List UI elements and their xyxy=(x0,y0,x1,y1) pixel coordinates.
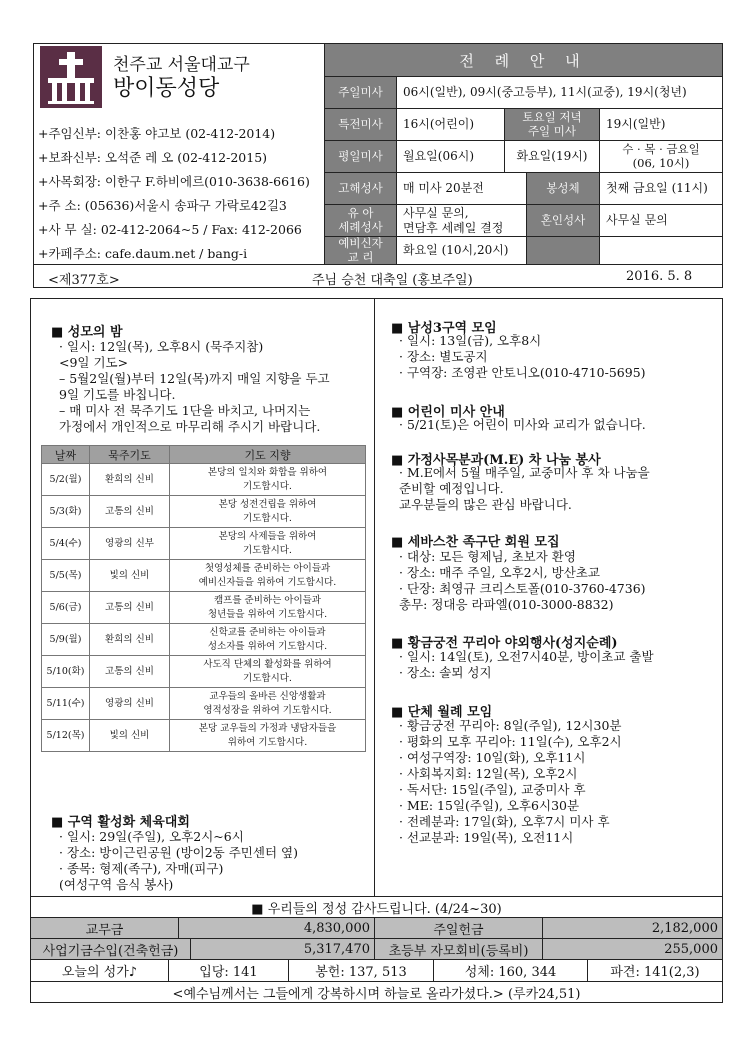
meeting-line: · 전례분과: 17일(화), 오후7시 미사 후 xyxy=(399,814,610,829)
building-fund-label: 사업기금수입(건축헌금) xyxy=(31,939,191,959)
table-row xyxy=(42,496,366,528)
row-mystery: 빛의 신비 xyxy=(90,560,170,592)
staff-office: +사 무 실: 02-412-2064~5 / Fax: 412-2066 xyxy=(38,222,302,237)
church-logo-icon xyxy=(40,46,102,108)
diocese-name: 천주교 서울대교구 xyxy=(113,55,250,75)
offering-row-1 xyxy=(31,917,722,938)
footvolley-line: · 단장: 최영규 크리스토폴(010-3760-4736) xyxy=(399,581,646,596)
table-row xyxy=(42,592,366,624)
row-intention: 본당 성전건립을 위하여 기도합시다. xyxy=(170,496,366,528)
row-intention: 사도직 단체의 활성화를 위하여 기도합시다. xyxy=(170,656,366,688)
table-row xyxy=(42,720,366,752)
row-mystery: 고통의 신비 xyxy=(90,656,170,688)
weekday-wtf-value: 수 · 목 · 금요일 (06, 10시) xyxy=(600,141,722,173)
sports-day-title: ■ 구역 활성화 체육대회 xyxy=(51,815,190,830)
novena-table xyxy=(41,445,366,752)
parish-name: 방이동성당 xyxy=(113,76,220,101)
row-mystery: 환희의 신비 xyxy=(90,464,170,496)
rosary-line: – 5월2일(월)부터 12일(목)까지 매일 지향을 두고 xyxy=(59,371,330,386)
rosary-line: 9일 기도를 바칩니다. xyxy=(59,387,176,402)
parents-fee-label: 초등부 자모회비(등록비) xyxy=(375,939,543,959)
vigil-mass-value: 16시(어린이) xyxy=(397,109,505,141)
staff-assistant: +보좌신부: 오석준 레 오 (02-412-2015) xyxy=(38,150,268,165)
meeting-line: · 황금궁전 꾸리아: 8일(주일), 12시30분 xyxy=(399,718,622,733)
building-fund-value: 5,317,470 xyxy=(191,939,375,959)
men-district-line: · 구역장: 조영관 안토니오(010-4710-5695) xyxy=(399,365,646,380)
row-date: 5/10(화) xyxy=(42,656,90,688)
row-date: 5/11(수) xyxy=(42,688,90,720)
weekday-mass-label: 평일미사 xyxy=(325,141,397,173)
footvolley-title: ■ 세바스찬 족구단 회원 모집 xyxy=(391,535,560,550)
row-intention: 본당의 사제들을 위하여 기도합시다. xyxy=(170,528,366,560)
row-intention: 신학교를 준비하는 아이들과 성소자를 위하여 기도합시다. xyxy=(170,624,366,656)
col-date: 날짜 xyxy=(42,446,90,464)
issue-date: 2016. 5. 8 xyxy=(626,269,693,284)
row-mystery: 영광의 신부 xyxy=(90,528,170,560)
church-info xyxy=(34,44,325,264)
liturgy-guide xyxy=(325,44,722,264)
issue-bar xyxy=(34,264,722,288)
weekday-tue-value: 화요일(19시) xyxy=(505,141,600,173)
rosary-line: 가정에서 개인적으로 마무리해 주시기 바랍니다. xyxy=(59,419,321,434)
dues-value: 4,830,000 xyxy=(179,918,375,938)
row-intention: 본당 교우들의 가정과 냉담자들을 위하여 기도합시다. xyxy=(170,720,366,752)
kids-mass-title: ■ 어린이 미사 안내 xyxy=(391,405,505,420)
infant-baptism-value: 사무실 문의, 면담후 세례일 결정 xyxy=(397,205,527,237)
catechumen-label: 예비신자 교 리 xyxy=(325,237,397,264)
rosary-night-title: ■ 성모의 밤 xyxy=(51,325,123,340)
sunday-mass-value: 06시(일반), 09시(중고등부), 11시(교중), 19시(청년) xyxy=(397,77,722,109)
blank-label xyxy=(527,237,600,264)
staff-address: +주 소: (05636)서울시 송파구 가락로42길3 xyxy=(38,198,287,213)
row-date: 5/9(월) xyxy=(42,624,90,656)
confession-value: 매 미사 20분전 xyxy=(397,173,527,205)
meeting-line: · 사회복지회: 12일(목), 오후2시 xyxy=(399,766,578,781)
row-mystery: 빛의 신비 xyxy=(90,720,170,752)
staff-cafe: +카페주소: cafe.daum.net / bang-i xyxy=(38,246,248,261)
bulletin-header xyxy=(33,43,723,288)
blank-value xyxy=(600,237,722,264)
me-tea-line: 준비할 예정입니다. xyxy=(399,481,504,496)
rosary-line: – 매 미사 전 묵주기도 1단을 바치고, 나머지는 xyxy=(59,403,311,418)
footvolley-line: · 대상: 모든 형제님, 초보자 환영 xyxy=(399,549,576,564)
marriage-value: 사무실 문의 xyxy=(600,205,722,237)
row-mystery: 고통의 신비 xyxy=(90,592,170,624)
row-intention: 교우들의 올바른 신앙생활과 영적성장을 위하여 기도합시다. xyxy=(170,688,366,720)
table-row xyxy=(42,464,366,496)
row-date: 5/2(월) xyxy=(42,464,90,496)
offering-title: ■ 우리들의 정성 감사드립니다. (4/24~30) xyxy=(251,901,502,917)
row-mystery: 영광의 신비 xyxy=(90,688,170,720)
feast-title: 주님 승천 대축일 (홍보주일) xyxy=(312,273,473,288)
meeting-line: · 독서단: 15일(주일), 교중미사 후 xyxy=(399,782,586,797)
column-divider xyxy=(374,299,375,896)
row-intention: 본당의 일치와 화합을 위하여 기도합시다. xyxy=(170,464,366,496)
adoration-value: 첫째 금요일 (11시) xyxy=(600,173,722,205)
row-mystery: 고통의 신비 xyxy=(90,496,170,528)
issue-number: <제377호> xyxy=(48,273,120,288)
verse-row xyxy=(31,981,722,1003)
scripture-verse: <예수님께서는 그들에게 강복하시며 하늘로 올라가셨다.> (루카24,51) xyxy=(172,987,581,1002)
sports-line: · 종목: 형제(족구), 자매(피구) xyxy=(59,861,224,876)
kids-mass-line: · 5/21(토)은 어린이 미사와 교리가 없습니다. xyxy=(399,417,646,432)
men-district-line: · 장소: 별도공지 xyxy=(399,349,488,364)
offering-title-row xyxy=(31,896,722,917)
row-date: 5/4(수) xyxy=(42,528,90,560)
entrance-hymn: 입당: 141 xyxy=(169,960,289,981)
sports-line: · 일시: 29일(주일), 오후2시~6시 xyxy=(59,829,244,844)
staff-council: +사목회장: 이한구 F.하비에르(010-3638-6616) xyxy=(38,174,310,189)
row-intention: 첫영성체를 준비하는 아이들과 예비신자들을 위하여 기도합시다. xyxy=(170,560,366,592)
sunday-collection-label: 주일헌금 xyxy=(375,918,543,938)
sunday-collection-value: 2,182,000 xyxy=(651,920,718,936)
weekday-mon-value: 월요일(06시) xyxy=(397,141,505,173)
vigil-mass-label: 특전미사 xyxy=(325,109,397,141)
offering-row-2 xyxy=(31,938,722,959)
staff-pastor: +주임신부: 이찬홍 야고보 (02-412-2014) xyxy=(38,126,276,141)
monthly-meetings-title: ■ 단체 월례 모임 xyxy=(391,705,493,720)
col-mystery: 묵주기도 xyxy=(90,446,170,464)
sports-line: (여성구역 음식 봉사) xyxy=(59,877,174,892)
table-row xyxy=(42,656,366,688)
rosary-line: · 일시: 12일(목), 오후8시 (묵주지참) xyxy=(59,339,264,354)
col-intention: 기도 지향 xyxy=(170,446,366,464)
sports-line: · 장소: 방이근린공원 (방이2동 주민센터 옆) xyxy=(59,845,298,860)
adoration-label: 봉성체 xyxy=(527,173,600,205)
dues-label: 교무금 xyxy=(31,918,179,938)
offertory-hymn: 봉헌: 137, 513 xyxy=(289,960,434,981)
table-header-row xyxy=(42,446,366,464)
row-date: 5/12(목) xyxy=(42,720,90,752)
row-mystery: 환희의 신비 xyxy=(90,624,170,656)
men-district-line: · 일시: 13일(금), 오후8시 xyxy=(399,333,542,348)
curia-outing-line: · 일시: 14일(토), 오전7시40분, 방이초교 출발 xyxy=(399,649,654,664)
me-tea-line: · M.E에서 5월 매주일, 교중미사 후 차 나눔을 xyxy=(399,465,650,480)
table-row xyxy=(42,560,366,592)
row-date: 5/3(화) xyxy=(42,496,90,528)
meeting-line: · ME: 15일(주일), 오후6시30분 xyxy=(399,798,580,813)
recessional-hymn: 파견: 141(2,3) xyxy=(610,965,700,980)
row-date: 5/6(금) xyxy=(42,592,90,624)
row-date: 5/5(목) xyxy=(42,560,90,592)
communion-hymn: 성체: 160, 344 xyxy=(434,960,588,981)
bulletin-body xyxy=(30,298,723,1003)
footvolley-line: 총무: 정대응 라파엘(010-3000-8832) xyxy=(399,597,614,612)
row-intention: 캠프를 준비하는 아이들과 청년들을 위하여 기도합시다. xyxy=(170,592,366,624)
hymns-row xyxy=(31,959,722,981)
hymns-label: 오늘의 성가♪ xyxy=(31,960,169,981)
footvolley-line: · 장소: 매주 주일, 오후2시, 방산초교 xyxy=(399,565,600,580)
table-row xyxy=(42,688,366,720)
table-row xyxy=(42,624,366,656)
meeting-line: · 선교분과: 19일(목), 오전11시 xyxy=(399,830,574,845)
infant-baptism-label: 유 아 세례성사 xyxy=(325,205,397,237)
rosary-line: <9일 기도> xyxy=(59,355,129,370)
me-tea-line: 교우분들의 많은 관심 바랍니다. xyxy=(399,497,572,512)
catechumen-value: 화요일 (10시,20시) xyxy=(397,237,527,264)
saturday-mass-label: 토요일 저녁 주일 미사 xyxy=(505,109,600,141)
curia-outing-line: · 장소: 솔뫼 성지 xyxy=(399,665,492,680)
sunday-mass-label: 주일미사 xyxy=(325,77,397,109)
me-tea-title: ■ 가정사목분과(M.E) 차 나눔 봉사 xyxy=(391,453,601,468)
marriage-label: 혼인성사 xyxy=(527,205,600,237)
men-district-title: ■ 남성3구역 모임 xyxy=(391,321,497,336)
curia-outing-title: ■ 황금궁전 꾸리아 야외행사(성지순례) xyxy=(391,636,618,651)
meeting-line: · 평화의 모후 꾸리아: 11일(수), 오후2시 xyxy=(399,734,622,749)
saturday-mass-value: 19시(일반) xyxy=(600,109,722,141)
parents-fee-value: 255,000 xyxy=(664,941,718,957)
confession-label: 고해성사 xyxy=(325,173,397,205)
liturgy-title: 전 례 안 내 xyxy=(325,44,722,77)
table-row xyxy=(42,528,366,560)
meeting-line: · 여성구역장: 10일(화), 오후11시 xyxy=(399,750,586,765)
